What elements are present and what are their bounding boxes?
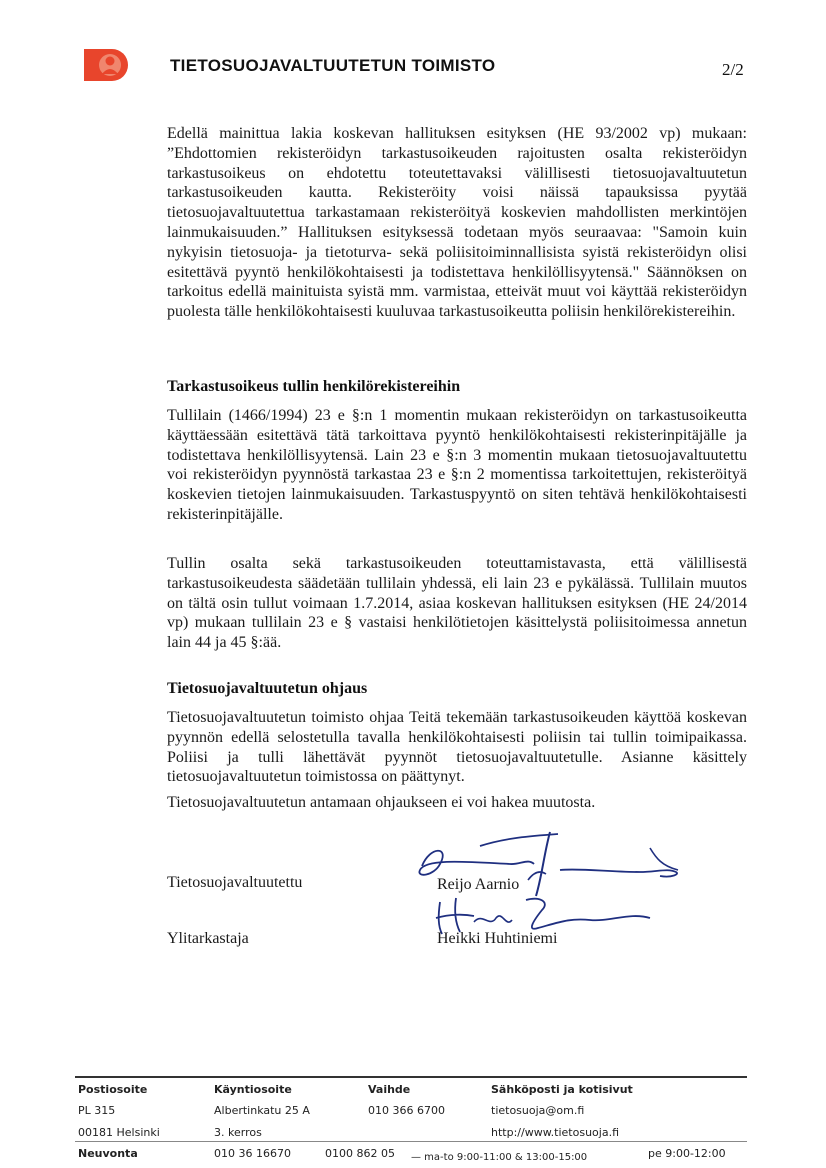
signer-role-1: Tietosuojavaltuutettu	[167, 874, 303, 891]
signer-name-2: Heikki Huhtiniemi	[437, 930, 558, 947]
footer-postal-line2: 00181 Helsinki	[78, 1126, 160, 1139]
section-heading-guidance: Tietosuojavaltuutetun ohjaus	[167, 680, 368, 697]
footer-advice-hours-friday: pe 9:00-12:00	[648, 1147, 726, 1160]
signer-name-1: Reijo Aarnio	[437, 876, 520, 893]
footer-email[interactable]: tietosuoja@om.fi	[491, 1104, 585, 1117]
section-heading-customs: Tarkastusoikeus tullin henkilörekistereihin	[167, 378, 461, 395]
footer-postal-line1: PL 315	[78, 1104, 116, 1117]
body-paragraph-2: Tullilain (1466/1994) 23 e §:n 1 momentin mukaan rekisteröidyn on tarkastusoikeutta käyttäessään esitettävä tätä tarkoittava pyyntö henkilökohtaisesti rekisterinpitäjälle ja todistettava henkilöllisyytensä. Lain 23 e §:n 3 momentin mukaan tietosuojavaltuutettu voi rekisteröidyn pyynnöstä tarkastaa 23 e §:n 2 momentissa tarkoitettujen, rekisteröityä koskevien tietojen lainmukaisuuden. Tarkastuspyyntö on siten tehtävä henkilökohtaisesti rekisterinpitäjälle.	[167, 407, 747, 523]
footer-advice-label: Neuvonta	[78, 1147, 138, 1160]
organization-name: TIETOSUOJAVALTUUTETUN TOIMISTO	[170, 56, 496, 75]
footer-switchboard-label: Vaihde	[368, 1083, 411, 1096]
organization-logo	[80, 47, 128, 83]
footer-advice-number-1: 010 36 16670	[214, 1147, 291, 1160]
body-paragraph-1: Edellä mainittua lakia koskevan hallituksen esityksen (HE 93/2002 vp) mukaan: ”Ehdottomien rekisteröidyn tarkastusoikeuden rajoitusten osalta rekisteröidyn tarkastusoikeus on ehdotettu toteutettavaksi välillisesti tietosuojavaltuutetun tarkastusoikeuden kautta. Rekisteröity voisi näissä tapauksissa pyytää tietosuojavaltuutettua tarkastamaan rekisteröityä koskevien mahdollisten merkintöjen lainmukaisuuden.” Hallituksen esityksessä todetaan myös seuraavaa: "Samoin kuin nykyisin tietosuoja- ja tietoturva- sekä poliisitoiminnallisista syistä rekisteröidyn olisi esitettävä pyyntö henkilökohtaisesti ja todistettava henkilöllisyytensä." Säännöksen on tarkoitus edellä mainituista syistä mm. varmistaa, etteivät muut voi käyttää rekisteröidyn puolesta tälle henkilökohtaisesti kuuluvaa tarkastusoikeutta poliisin henkilörekistereihin.	[167, 125, 747, 321]
footer-visit-label: Käyntiosoite	[214, 1083, 292, 1096]
footer-advice-number-2: 0100 862 05	[325, 1147, 395, 1160]
signer-role-2: Ylitarkastaja	[167, 930, 249, 947]
body-paragraph-4: Tietosuojavaltuutetun toimisto ohjaa Teitä tekemään tarkastusoikeuden käyttöä koskevan pyynnön edellä selostetulla tavalla henkilökohtaisesti poliisin tai tullin toimipaikassa. Poliisi ja tulli lähettävät pyynnöt tietosuojavaltuutetulle. Asianne käsittely tietosuojavaltuutetun toimistossa on päättynyt.	[167, 709, 747, 786]
footer-switchboard-number: 010 366 6700	[368, 1104, 445, 1117]
footer-divider	[75, 1076, 747, 1078]
footer-postal-label: Postiosoite	[78, 1083, 148, 1096]
body-paragraph-5: Tietosuojavaltuutetun antamaan ohjaukseen ei voi hakea muutosta.	[167, 794, 596, 811]
body-paragraph-3: Tullin osalta sekä tarkastusoikeuden toteuttamistavasta, että välillisestä tarkastusoikeudesta säädetään tullilain yhdessä, eli lain 23 e pykälässä. Tullilain muutos on tältä osin tullut voimaan 1.7.2014, asiaa koskevan hallituksen esityksen (HE 24/2014 vp) mukaan tullilain 23 e § vastaisi henkilötietojen käsittelystä poliisitoimessa annetun lain 44 ja 45 §:ää.	[167, 555, 747, 652]
footer-visit-line2: 3. kerros	[214, 1126, 262, 1139]
page-number: 2/2	[722, 60, 744, 79]
footer-website[interactable]: http://www.tietosuoja.fi	[491, 1126, 620, 1139]
footer-advice-hours-weekday: — ma-to 9:00-11:00 & 13:00-15:00	[411, 1152, 588, 1163]
footer-email-label: Sähköposti ja kotisivut	[491, 1083, 633, 1096]
footer-visit-line1: Albertinkatu 25 A	[214, 1104, 310, 1117]
footer-divider-2	[75, 1141, 747, 1142]
